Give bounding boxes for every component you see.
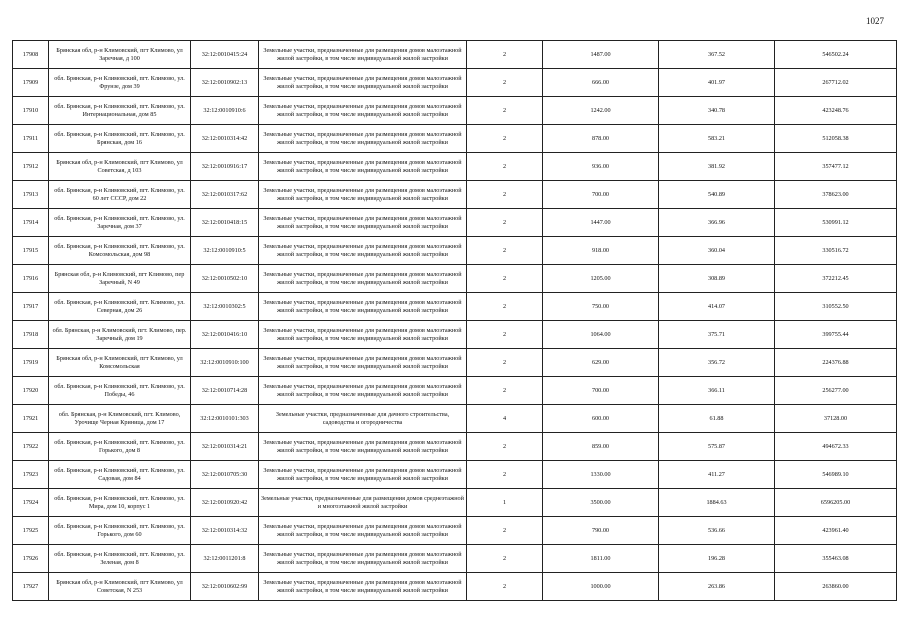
area-cell: 1064.00: [543, 321, 659, 349]
cadastral-value-cell: 423961.40: [775, 517, 897, 545]
row-number-cell: 17927: [13, 573, 49, 601]
cadastral-value-cell: 530991.12: [775, 209, 897, 237]
cadastral-value-cell: 355463.08: [775, 545, 897, 573]
category-cell: 2: [467, 181, 543, 209]
table-row: [13, 433, 897, 461]
cadastral-value-cell: 267712.02: [775, 69, 897, 97]
address-cell: обл. Брянская, р-н Климовский, пгт. Климово, ул. Интернациональная, дом 85: [49, 97, 191, 125]
area-cell: 3500.00: [543, 489, 659, 517]
specific-value-cell: 575.87: [659, 433, 775, 461]
table-row: [13, 293, 897, 321]
specific-value-cell: 360.04: [659, 237, 775, 265]
cadastral-value-cell: 512058.38: [775, 125, 897, 153]
cadastral-number-cell: 32:12:0010910:100: [191, 349, 259, 377]
cadastral-number-cell: 32:12:0010920:42: [191, 489, 259, 517]
land-use-cell: Земельные участки, предназначенные для размещения домов малоэтажной жилой застройки, в том числе индивидуальной жилой застройки: [259, 545, 467, 573]
specific-value-cell: 540.89: [659, 181, 775, 209]
cadastral-value-cell: 423248.76: [775, 97, 897, 125]
area-cell: 1000.00: [543, 573, 659, 601]
row-number-cell: 17920: [13, 377, 49, 405]
category-cell: 2: [467, 349, 543, 377]
category-cell: 1: [467, 489, 543, 517]
row-number-cell: 17919: [13, 349, 49, 377]
cadastral-number-cell: 32:12:0011201:8: [191, 545, 259, 573]
table-row: [13, 573, 897, 601]
cadastral-value-table: [12, 40, 897, 601]
category-cell: 2: [467, 321, 543, 349]
land-use-cell: Земельные участки, предназначенные для размещения домов малоэтажной жилой застройки, в том числе индивидуальной жилой застройки: [259, 293, 467, 321]
land-use-cell: Земельные участки, предназначенные для размещения домов малоэтажной жилой застройки, в том числе индивидуальной жилой застройки: [259, 41, 467, 69]
area-cell: 750.00: [543, 293, 659, 321]
area-cell: 918.00: [543, 237, 659, 265]
category-cell: 2: [467, 573, 543, 601]
cadastral-value-cell: 372212.45: [775, 265, 897, 293]
specific-value-cell: 366.11: [659, 377, 775, 405]
category-cell: 2: [467, 545, 543, 573]
row-number-cell: 17915: [13, 237, 49, 265]
category-cell: 2: [467, 209, 543, 237]
category-cell: 2: [467, 153, 543, 181]
area-cell: 790.00: [543, 517, 659, 545]
address-cell: Брянская обл, р-н Климовский, пгт Климово, пер Заречный, N 49: [49, 265, 191, 293]
land-use-cell: Земельные участки, предназначенные для размещения домов малоэтажной жилой застройки, в том числе индивидуальной жилой застройки: [259, 433, 467, 461]
row-number-cell: 17923: [13, 461, 49, 489]
land-use-cell: Земельные участки, предназначенные для размещения домов малоэтажной жилой застройки, в том числе индивидуальной жилой застройки: [259, 461, 467, 489]
table-row: [13, 377, 897, 405]
area-cell: 1330.00: [543, 461, 659, 489]
specific-value-cell: 263.86: [659, 573, 775, 601]
area-cell: 629.00: [543, 349, 659, 377]
area-cell: 1242.00: [543, 97, 659, 125]
cadastral-number-cell: 32:12:0010714:28: [191, 377, 259, 405]
category-cell: 2: [467, 41, 543, 69]
table-row: [13, 237, 897, 265]
land-use-cell: Земельные участки, предназначенные для размещения домов малоэтажной жилой застройки, в том числе индивидуальной жилой застройки: [259, 377, 467, 405]
land-use-cell: Земельные участки, предназначенные для размещения домов малоэтажной жилой застройки, в том числе индивидуальной жилой застройки: [259, 69, 467, 97]
specific-value-cell: 583.21: [659, 125, 775, 153]
cadastral-number-cell: 32:12:0010910:6: [191, 97, 259, 125]
cadastral-value-cell: 256277.00: [775, 377, 897, 405]
address-cell: обл. Брянская, р-н Климовский, пгт. Климово, ул. Мира, дом 10, корпус 1: [49, 489, 191, 517]
category-cell: 4: [467, 405, 543, 433]
address-cell: Брянская обл, р-н Климовский, пгт Климово, ул Советская, N 253: [49, 573, 191, 601]
table-row: [13, 41, 897, 69]
specific-value-cell: 381.92: [659, 153, 775, 181]
address-cell: обл. Брянская, р-н Климовский, пгт. Климово, ул. Комсомольская, дом 98: [49, 237, 191, 265]
category-cell: 2: [467, 461, 543, 489]
area-cell: 700.00: [543, 377, 659, 405]
cadastral-value-cell: 224376.88: [775, 349, 897, 377]
row-number-cell: 17922: [13, 433, 49, 461]
specific-value-cell: 414.07: [659, 293, 775, 321]
table-row: [13, 209, 897, 237]
cadastral-value-cell: 546502.24: [775, 41, 897, 69]
address-cell: Брянская обл, р-н Климовский, пгт Климово, ул Советская, д 103: [49, 153, 191, 181]
table-row: [13, 517, 897, 545]
row-number-cell: 17908: [13, 41, 49, 69]
area-cell: 1811.00: [543, 545, 659, 573]
specific-value-cell: 1884.63: [659, 489, 775, 517]
address-cell: обл. Брянская, р-н Климовский, пгт. Климово, ул. Победы, 46: [49, 377, 191, 405]
area-cell: 1447.00: [543, 209, 659, 237]
cadastral-number-cell: 32:12:0010416:10: [191, 321, 259, 349]
area-cell: 1487.00: [543, 41, 659, 69]
cadastral-value-cell: 330516.72: [775, 237, 897, 265]
category-cell: 2: [467, 125, 543, 153]
table-row: [13, 125, 897, 153]
cadastral-number-cell: 32:12:0010415:24: [191, 41, 259, 69]
land-use-cell: Земельные участки, предназначенные для размещения домов малоэтажной жилой застройки, в том числе индивидуальной жилой застройки: [259, 321, 467, 349]
land-use-cell: Земельные участки, предназначенные для размещения домов малоэтажной жилой застройки, в том числе индивидуальной жилой застройки: [259, 573, 467, 601]
row-number-cell: 17925: [13, 517, 49, 545]
table-row: [13, 349, 897, 377]
specific-value-cell: 61.88: [659, 405, 775, 433]
specific-value-cell: 367.52: [659, 41, 775, 69]
cadastral-value-cell: 399755.44: [775, 321, 897, 349]
row-number-cell: 17914: [13, 209, 49, 237]
address-cell: обл. Брянская, р-н Климовский, пгт. Климово, ул. 60 лет СССР, дом 22: [49, 181, 191, 209]
table-row: [13, 489, 897, 517]
land-use-cell: Земельные участки, предназначенные для размещения домов малоэтажной жилой застройки, в том числе индивидуальной жилой застройки: [259, 349, 467, 377]
land-use-cell: Земельные участки, предназначенные для размещения домов малоэтажной жилой застройки, в том числе индивидуальной жилой застройки: [259, 265, 467, 293]
table-row: [13, 181, 897, 209]
row-number-cell: 17926: [13, 545, 49, 573]
row-number-cell: 17916: [13, 265, 49, 293]
cadastral-number-cell: 32:12:0010910:5: [191, 237, 259, 265]
row-number-cell: 17909: [13, 69, 49, 97]
row-number-cell: 17913: [13, 181, 49, 209]
land-use-cell: Земельные участки, предназначенные для дачного строительства, садоводства и огородничества: [259, 405, 467, 433]
area-cell: 666.00: [543, 69, 659, 97]
table-body: [13, 41, 897, 601]
land-use-cell: Земельные участки, предназначенные для размещения домов малоэтажной жилой застройки, в том числе индивидуальной жилой застройки: [259, 153, 467, 181]
address-cell: обл. Брянская, р-н Климовский, пгт. Климово, ул. Горького, дом 60: [49, 517, 191, 545]
cadastral-value-cell: 310552.50: [775, 293, 897, 321]
row-number-cell: 17918: [13, 321, 49, 349]
specific-value-cell: 340.78: [659, 97, 775, 125]
specific-value-cell: 411.27: [659, 461, 775, 489]
row-number-cell: 17917: [13, 293, 49, 321]
cadastral-value-cell: 6596205.00: [775, 489, 897, 517]
category-cell: 2: [467, 97, 543, 125]
cadastral-number-cell: 32:12:0010916:17: [191, 153, 259, 181]
table-row: [13, 321, 897, 349]
category-cell: 2: [467, 69, 543, 97]
address-cell: обл. Брянская, р-н Климовский, пгт. Климово, пер. Заречный, дом 19: [49, 321, 191, 349]
table-row: [13, 545, 897, 573]
cadastral-number-cell: 32:12:0010314:42: [191, 125, 259, 153]
table-row: [13, 97, 897, 125]
cadastral-number-cell: 32:12:0010418:15: [191, 209, 259, 237]
cadastral-number-cell: 32:12:0010314:21: [191, 433, 259, 461]
cadastral-number-cell: 32:12:0010705:30: [191, 461, 259, 489]
address-cell: обл. Брянская, р-н Климовский, пгт. Климово, ул. Фрунзе, дом 39: [49, 69, 191, 97]
row-number-cell: 17921: [13, 405, 49, 433]
specific-value-cell: 401.97: [659, 69, 775, 97]
category-cell: 2: [467, 265, 543, 293]
category-cell: 2: [467, 237, 543, 265]
specific-value-cell: 536.66: [659, 517, 775, 545]
table-row: [13, 405, 897, 433]
specific-value-cell: 308.89: [659, 265, 775, 293]
area-cell: 1205.00: [543, 265, 659, 293]
area-cell: 700.00: [543, 181, 659, 209]
specific-value-cell: 356.72: [659, 349, 775, 377]
cadastral-number-cell: 32:12:0010317:62: [191, 181, 259, 209]
area-cell: 600.00: [543, 405, 659, 433]
table-row: [13, 153, 897, 181]
address-cell: обл. Брянская, р-н Климовский, пгт. Климово, ул. Зеленая, дом 8: [49, 545, 191, 573]
cadastral-value-cell: 546989.10: [775, 461, 897, 489]
cadastral-number-cell: 32:12:0010314:32: [191, 517, 259, 545]
cadastral-number-cell: 32:12:0010302:5: [191, 293, 259, 321]
cadastral-number-cell: 32:12:0010502:10: [191, 265, 259, 293]
table-row: [13, 265, 897, 293]
table-row: [13, 461, 897, 489]
land-use-cell: Земельные участки, предназначенные для размещения домов малоэтажной жилой застройки, в том числе индивидуальной жилой застройки: [259, 125, 467, 153]
area-cell: 859.00: [543, 433, 659, 461]
cadastral-value-cell: 357477.12: [775, 153, 897, 181]
category-cell: 2: [467, 377, 543, 405]
category-cell: 2: [467, 293, 543, 321]
cadastral-value-cell: 378623.00: [775, 181, 897, 209]
area-cell: 878.00: [543, 125, 659, 153]
address-cell: обл. Брянская, р-н Климовский, пгт. Климово, ул. Горького, дом 8: [49, 433, 191, 461]
address-cell: Брянская обл, р-н Климовский, пгт Климово, ул Заречная, д 100: [49, 41, 191, 69]
land-use-cell: Земельные участки, предназначенные для размещения домов малоэтажной жилой застройки, в том числе индивидуальной жилой застройки: [259, 517, 467, 545]
table-row: [13, 69, 897, 97]
land-use-cell: Земельные участки, предназначенные для размещения домов малоэтажной жилой застройки, в том числе индивидуальной жилой застройки: [259, 181, 467, 209]
page-number: 1027: [866, 16, 884, 26]
category-cell: 2: [467, 517, 543, 545]
land-use-cell: Земельные участки, предназначенные для размещения домов малоэтажной жилой застройки, в том числе индивидуальной жилой застройки: [259, 209, 467, 237]
land-use-cell: Земельные участки, предназначенные для размещения домов малоэтажной жилой застройки, в том числе индивидуальной жилой застройки: [259, 97, 467, 125]
cadastral-value-cell: 37128.00: [775, 405, 897, 433]
cadastral-number-cell: 32:12:0010602:99: [191, 573, 259, 601]
row-number-cell: 17911: [13, 125, 49, 153]
address-cell: обл. Брянская, р-н Климовский, пгт. Климово, ул. Северная, дом 26: [49, 293, 191, 321]
row-number-cell: 17924: [13, 489, 49, 517]
land-use-cell: Земельные участки, предназначенные для размещения домов среднеэтажной и многоэтажной жилой застройки: [259, 489, 467, 517]
specific-value-cell: 375.71: [659, 321, 775, 349]
row-number-cell: 17912: [13, 153, 49, 181]
cadastral-value-cell: 494672.33: [775, 433, 897, 461]
cadastral-number-cell: 32:12:0010902:13: [191, 69, 259, 97]
row-number-cell: 17910: [13, 97, 49, 125]
cadastral-value-cell: 263860.00: [775, 573, 897, 601]
address-cell: обл. Брянская, р-н Климовский, пгт. Климово, Урочище Черная Криница, дом 17: [49, 405, 191, 433]
specific-value-cell: 196.28: [659, 545, 775, 573]
address-cell: Брянская обл, р-н Климовский, пгт Климово, ул Комсомольская: [49, 349, 191, 377]
land-use-cell: Земельные участки, предназначенные для размещения домов малоэтажной жилой застройки, в том числе индивидуальной жилой застройки: [259, 237, 467, 265]
category-cell: 2: [467, 433, 543, 461]
address-cell: обл. Брянская, р-н Климовский, пгт. Климово, ул. Садовая, дом 84: [49, 461, 191, 489]
address-cell: обл. Брянская, р-н Климовский, пгт. Климово, ул. Брянская, дом 16: [49, 125, 191, 153]
area-cell: 936.00: [543, 153, 659, 181]
cadastral-number-cell: 32:12:0010101:303: [191, 405, 259, 433]
specific-value-cell: 366.96: [659, 209, 775, 237]
address-cell: обл. Брянская, р-н Климовский, пгт. Климово, ул. Заречная, дом 37: [49, 209, 191, 237]
